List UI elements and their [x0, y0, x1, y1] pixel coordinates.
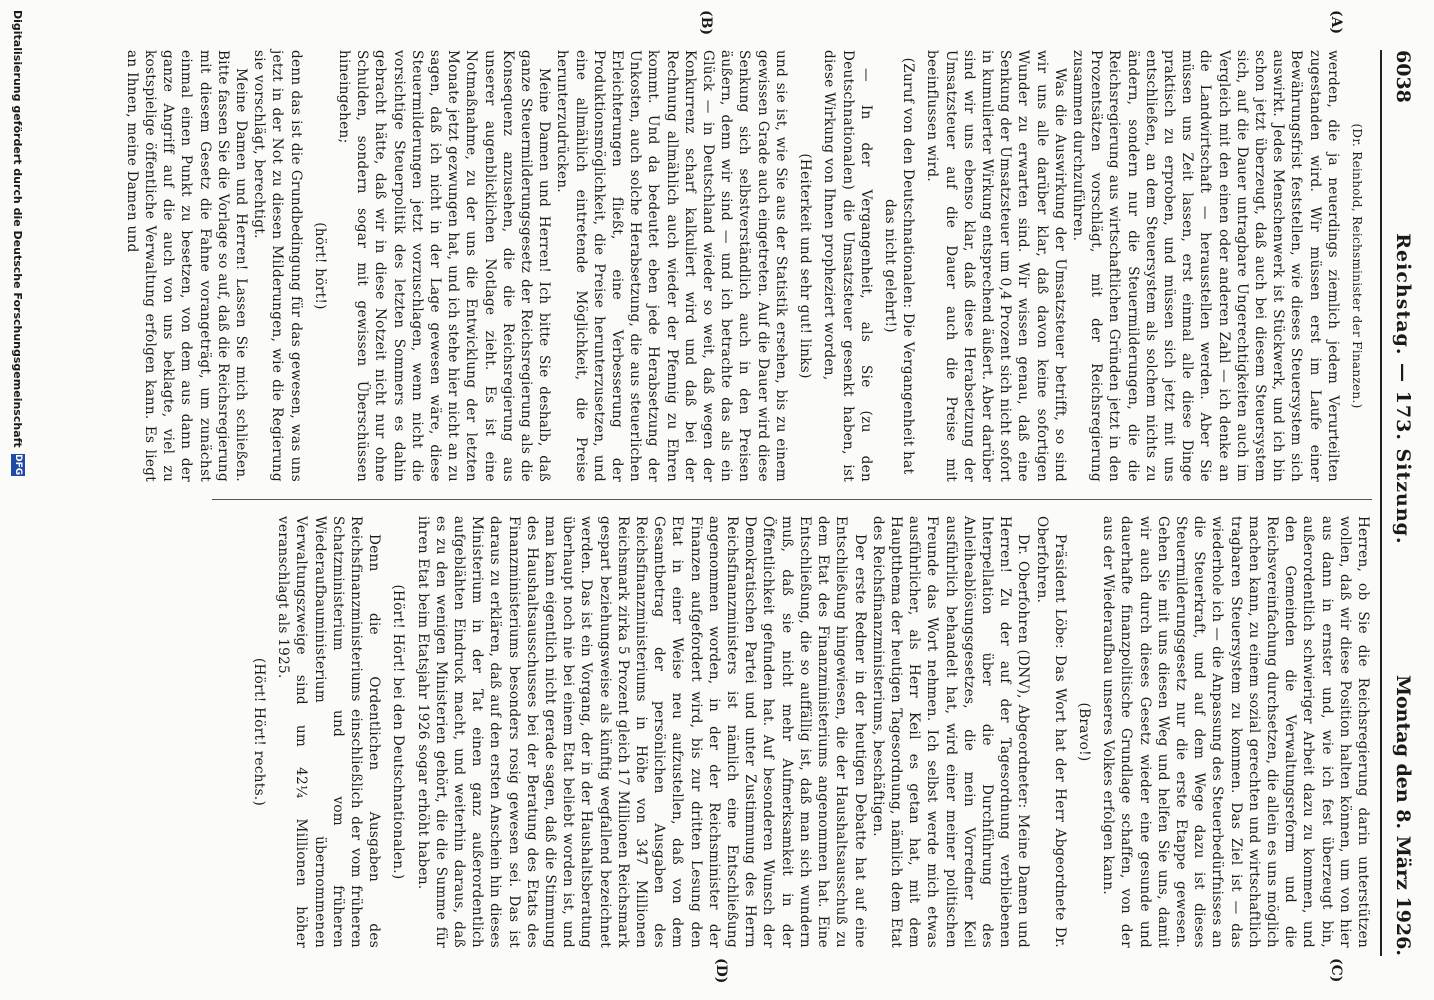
page-number: 6038: [1392, 50, 1414, 103]
paragraph: und sie ist, wie Sie aus der Statistik ersehen, bis zu einem gewissen Grade auch eingetreten. Auf die Dauer wird diese Senkung sich selbstverständlich auch in den Preisen äußern, denn wir sind — und ich betrachte das als ein Glück — in Deutschland wieder so weit, daß wegen der Konkurrenz scharf kalkuliert wird und daß bei der Rechnung allmählich auch wieder der Pfennig zu Ehren kommt. Und da bedeutet eben jede Herabsetzung der Unkosten, auch solche Herabsetzung, die aus steuerlichen Erleichterungen fließt, eine Verbesserung der Produktionsmöglichkeit, die Preise herunterzusetzen, und eine allmählich eintretende Möglichkeit, die Preise herunterzudrücken.: [554, 50, 789, 482]
paragraph: — In der Vergangenheit, als Sie (zu den Deutschnationalen) die Umsatzsteuer gesenkt haben, ist diese Wirkung von Ihnen propheziert worden,: [821, 50, 874, 482]
margin-letter-d: (D): [713, 958, 729, 984]
paragraph: Dr. Oberfohren (DNV), Abgeordneter: Meine Damen und Herren! Zu der auf der Tagesordnung verbliebenen Interpellation über die Durchführung des Anleiheablösungsgesetzes, die mein Vorredner Keil ausführlich behandelt hat, wird einer meiner politischen Freunde das Wort nehmen. Ich selbst werde mich etwas ausführlicher, als Herr Keil es getan hat, mit dem Hauptthema der heutigen Tagesordnung, nämlich dem Etat des Reichsfinanzministeriums, beschäftigen.: [869, 516, 1032, 948]
president-statement: Präsident Löbe: Das Wort hat der Herr Abgeordnete Dr. Oberfohren.: [1033, 516, 1068, 948]
left-column: [123, 50, 1372, 482]
paragraph: Was die Auswirkung der Umsatzsteuer betrifft, so sind wir uns alle darüber klar, daß davon keine sofortigen Wunder zu erwarten sind. Wir wissen genau, daß eine Senkung der Umsatzsteuer um 0,4 Prozent sich nicht sofort in kumulierter Wirkung entsprechend äußert. Aber darüber sind wir uns ebenso klar, daß diese Herabsetzung der Umsatzsteuer auf die Dauer auch die Preise mit beeinflussen wird.: [924, 50, 1068, 482]
margin-letter-c: (C): [1328, 958, 1344, 983]
interjection: (Zuruf von den Deutschnationalen: Die Vergangenheit hat das nicht gelehrt!): [881, 57, 917, 475]
page-header: [1386, 50, 1420, 956]
footer-credit: [8, 10, 28, 1000]
session-date: Montag den 8. März 1926.: [1392, 674, 1414, 956]
header-rule: [1380, 50, 1382, 956]
paragraph: Herren, ob Sie die Reichsregierung darin unterstützen wollen, daß wir diese Position halten können, um von hier aus dann in ernster und, wie ich fest überzeugt bin, außerordentlich schwieriger Arbeit dazu zu kommen, und den Gemeinden die Verwaltungsreform und die Reichsvereinfachung durchsetzen, die allein es uns möglich machen kann, zu einem sozial gerechten und wirtschaftlich tragbaren Steuersystem zu kommen. Das Ziel ist — das wiederhole ich — die Anpassung des Steuerbedürfnisses an die Steuerkraft, und auf dem Wege dazu ist dieses Steuermilderungsgesetz nur die erste Etappe gewesen. Gehen Sie mit uns diesen Weg und helfen Sie uns, damit wir auch durch dieses Gesetz wieder eine gesunde und dauerhafte finanzpolitische Grundlage schaffen, von der aus der Wiederaufbau unseres Volkes erfolgen kann.: [1100, 516, 1371, 948]
interjection: (Hört! Hört! rechts.): [251, 657, 268, 807]
column-divider: [212, 499, 1372, 500]
dfg-logo-icon: DFG: [13, 454, 23, 476]
paragraph: werden, die ja neuerdings ziemlich jedem Verurteilten zugestanden wird. Wir müssen erst im Laufe einer Bewährungsfrist feststellen, wie dieses Steuersystem sich auswirkt. Jedes Menschenwerk ist Stückwerk, und ich bin schon jetzt überzeugt, daß auch bei diesem Steuersystem sich, auf die Dauer untragbare Ungerechtigkeiten auch im Vergleich mit den einen oder anderen Zahl — ich denke an die Landwirtschaft — herausstellen werden. Aber Sie müssen uns Zeit lassen, erst einmal alle diese Dinge praktisch zu erproben, und müssen sich jetzt mit uns entschließen, an dem Steuersystem als solchem nichts zu ändern, sondern nur die Steuermilderungen, die die Reichsregierung aus wirtschaftlichen Gründen jetzt in den Prozentsätzen vorschlägt, mit der Reichsregierung zusammen durchzuführen.: [1069, 50, 1341, 482]
interjection: (Heiterkeit und sehr gut! links): [797, 153, 814, 379]
session-title: Reichstag. — 173. Sitzung.: [1392, 233, 1414, 545]
paragraph: Der erste Redner in der heutigen Debatte hat auf eine Entschließung hingewiesen, die der Haushaltsausschuß zu dem Etat des Finanzministeriums angenommen hat. Eine Entschließung, die so auffällig ist, daß man sich wundern muß, daß sie nicht mehr Aufmerksamkeit in der Öffentlichkeit gefunden hat. Auf besonderen Wunsch der Demokratischen Partei und unter Zustimmung des Herrn Reichsfinanzministers ist nämlich eine Entschließung angenommen worden, in der der Reichsminister der Finanzen aufgefordert wird, bis zur dritten Lesung den Etat in einer Weise neu aufzustellen, daß von dem Gesamtbetrag der persönlichen Ausgaben des Reichsfinanzministeriums in Höhe von 347 Millionen Reichsmark zirka 5 Prozent gleich 17 Millionen Reichsmark gespart beziehungsweise als künftig wegfallend bezeichnet werden. Das ist ein Vorgang, der in der Haushaltsberatung überhaupt noch nie bei einem Etat beliebt worden ist, und man kann eigentlich nicht gerade sagen, daß die Stimmung des Haushaltsausschusses bei der Beratung des Etats des Finanzministeriums besonders rosig gewesen sei. Das ist daraus zu erklären, daß auf den ersten Anschein hin dieses Ministerium in der Tat einen ganz außerordentlich aufgeblähten Eindruck macht, und weiterhin daraus, daß es zu den wenigen Ministerien gehört, die die Summe für ihren Etat beim Etatsjahr 1926 sogar erhöht haben.: [414, 516, 868, 948]
paragraph: Meine Damen und Herren! Lassen Sie mich schließen. Bitte fassen Sie die Vorlage so auf, daß die Reichsregierung mit diesem Gesetz die Fahne vorangeträgt, um zunächst einmal einen Punkt zu besetzen, von dem aus dann der ganze Angriff auf die auch von uns beklagte, viel zu kostspielige öffentliche Verwaltung erfolgen kann. Es liegt an Ihnen, meine Damen und: [123, 50, 250, 482]
interjection: (hört! hört!): [311, 222, 328, 310]
footer-text: Digitalisierung gefördert durch die Deutsche Forschungsgemeinschaft: [11, 10, 25, 448]
margin-letter-b: (B): [698, 10, 714, 36]
margin-letter-a: (A): [1328, 10, 1344, 35]
interjection: (Hört! Hört! bei den Deutschnationalen.): [390, 584, 407, 880]
right-column: [212, 516, 1372, 948]
interjection: (Bravo!): [1075, 702, 1092, 762]
paragraph: denn das ist die Grundbedingung für das gewesen, was uns jetzt in der Not zu diesen Milderungen, wie die Regierung sie vorschlägt, berechtigt.: [251, 50, 304, 482]
paragraph: Denn die Ordentlichen Ausgaben des Reichsfinanzministeriums einschließlich der vom früheren Schatzministerium und vom früheren Wiederaufbauministerium übernommenen Verwaltungszweige sind um 42¼ Millionen höher veranschlagt als 1925.: [275, 516, 383, 948]
paragraph: Meine Damen und Herren! Ich bitte Sie deshalb, daß ganze Steuermilderungsgesetz der Reichsregierung als die Konsequenz anzusehen, die die Reichsregierung aus unserer augenblicklichen Notlage zieht. Es ist eine Notmaßnahme, zu der uns die Entwicklung der letzten Monate jetzt gezwungen hat, und ich stehe hier nicht an zu sagen, daß ich nicht in der Lage gewesen wäre, diese Steuermilderungen jetzt vorzuschlagen, wenn nicht die vorsichtige Steuerpolitik des letzten Sommers es dahin gebracht hätte, daß wir in diese Notzeit nicht nur ohne Schulden, sondern sogar mit gewissen Überschüssen hineingehen;: [336, 50, 553, 482]
speaker-continuation: (Dr. Reinhold, Reichsminister der Finanzen.): [1350, 123, 1364, 409]
